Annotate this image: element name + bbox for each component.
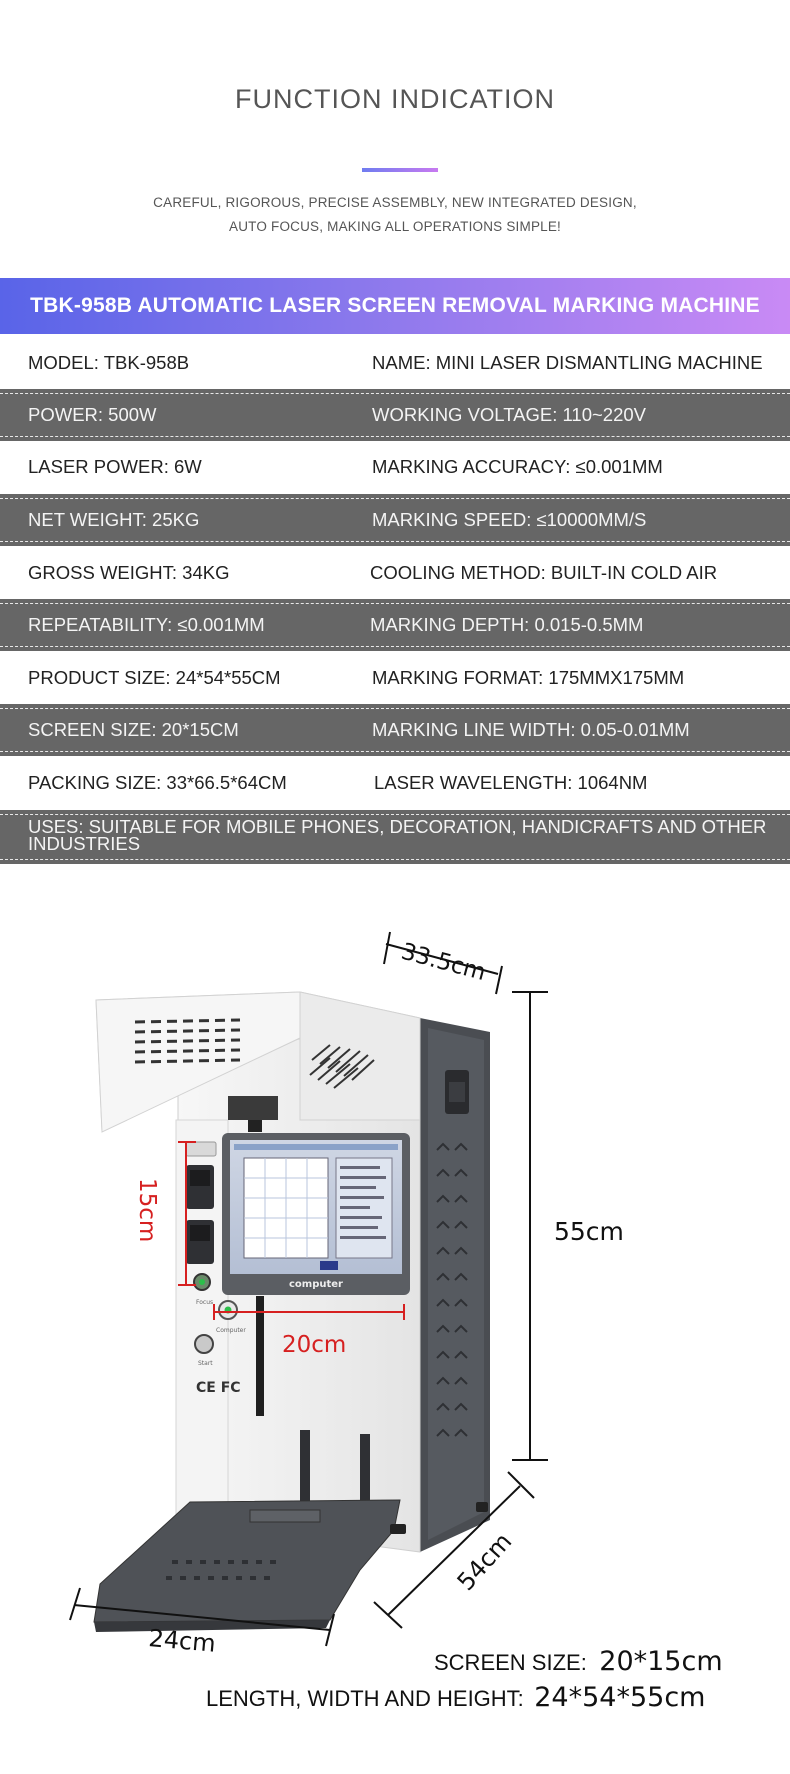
spec-left: POWER: 500W xyxy=(28,404,157,425)
laser-lens xyxy=(228,1096,278,1120)
spec-left: SCREEN SIZE: 20*15CM xyxy=(28,719,239,740)
spec-right: LASER WAVELENGTH: 1064NM xyxy=(374,772,648,793)
certification-marks: CE FC xyxy=(196,1380,241,1396)
product-banner-title: TBK-958B AUTOMATIC LASER SCREEN REMOVAL MARKING MACHINE xyxy=(30,294,760,317)
accent-divider xyxy=(362,168,438,172)
spec-row xyxy=(0,704,790,756)
length-label: 54cm xyxy=(451,1527,518,1597)
subtitle-line-2: AUTO FOCUS, MAKING ALL OPERATIONS SIMPLE! xyxy=(228,219,562,234)
product-banner xyxy=(0,278,790,334)
spec-left: LASER POWER: 6W xyxy=(28,456,202,477)
spec-row xyxy=(0,494,790,546)
spec-row xyxy=(0,757,790,809)
screen-width-label: 20cm xyxy=(282,1332,347,1358)
foot xyxy=(476,1502,488,1512)
spec-right: MARKING SPEED: ≤10000MM/S xyxy=(372,509,647,530)
depth-top-label: 33.5cm xyxy=(398,938,489,987)
spec-right: COOLING METHOD: BUILT-IN COLD AIR xyxy=(370,562,718,583)
screen-size-summary xyxy=(434,1646,723,1677)
screen-size-value: 20*15cm xyxy=(599,1646,723,1677)
spec-right: MARKING DEPTH: 0.015-0.5MM xyxy=(370,614,644,635)
start-button xyxy=(195,1335,213,1353)
height-label: 55cm xyxy=(554,1217,624,1246)
overall-dimensions-label: LENGTH, WIDTH AND HEIGHT: xyxy=(206,1686,524,1711)
spec-left: PACKING SIZE: 33*66.5*64CM xyxy=(28,772,287,793)
uses-row xyxy=(0,810,790,864)
computer-screen xyxy=(222,1133,410,1295)
laser-pole xyxy=(256,1296,264,1416)
width-label: 24cm xyxy=(147,1624,217,1658)
spec-left: NET WEIGHT: 25KG xyxy=(28,509,200,530)
spec-right: MARKING FORMAT: 175MMX175MM xyxy=(372,667,685,688)
spec-row xyxy=(0,652,790,704)
screen-height-label: 15cm xyxy=(134,1178,160,1243)
page-title: FUNCTION INDICATION xyxy=(235,84,555,114)
spec-right: WORKING VOLTAGE: 110~220V xyxy=(372,404,647,425)
uses-text: USES: SUITABLE FOR MOBILE PHONES, DECORATION, HANDICRAFTS AND OTHER INDUSTRIES xyxy=(28,816,767,854)
computer-label: Computer xyxy=(216,1327,246,1334)
screen-size-label: SCREEN SIZE: xyxy=(434,1650,587,1675)
side-panel xyxy=(420,1018,490,1552)
spec-right: MARKING ACCURACY: ≤0.001MM xyxy=(372,456,663,477)
overall-dimensions-value: 24*54*55cm xyxy=(534,1682,706,1713)
spec-row xyxy=(0,389,790,441)
subtitle-line-1: CAREFUL, RIGOROUS, PRECISE ASSEMBLY, NEW INTEGRATED DESIGN, xyxy=(153,195,637,210)
spec-left: REPEATABILITY: ≤0.001MM xyxy=(28,614,265,635)
spec-right: NAME: MINI LASER DISMANTLING MACHINE xyxy=(372,352,763,373)
spec-row xyxy=(0,441,790,493)
machine-illustration xyxy=(0,920,790,1700)
spec-left: PRODUCT SIZE: 24*54*55CM xyxy=(28,667,281,688)
overall-dimensions-summary xyxy=(206,1682,705,1713)
spec-right: MARKING LINE WIDTH: 0.05-0.01MM xyxy=(372,719,690,740)
spec-row xyxy=(0,599,790,651)
focus-label: Focus xyxy=(196,1299,214,1306)
spec-left: MODEL: TBK-958B xyxy=(28,352,190,373)
spec-row xyxy=(0,337,790,389)
spec-left: GROSS WEIGHT: 34KG xyxy=(28,562,230,583)
start-label: Start xyxy=(198,1360,213,1367)
foot xyxy=(390,1524,406,1534)
screen-brand: computer xyxy=(289,1279,343,1290)
spec-row xyxy=(0,547,790,599)
